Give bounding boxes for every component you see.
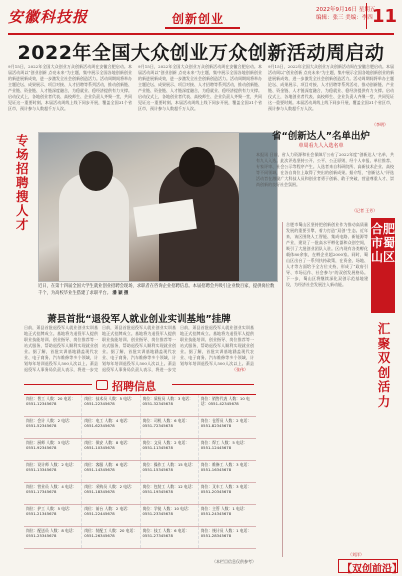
masthead-rule [8,33,394,35]
table-cell: 岗位：维修工 人数：3 电话：0551-16345678 [200,462,252,473]
table-cell: 岗位：电工 人数：4 电话：0551-62345678 [82,417,140,438]
newspaper-logo: 安徽科技报 [8,8,89,26]
right-article-reporter: （记者 王芳） [352,208,378,213]
table-cell: 岗位：营业员 人数：4 电话：0551-17345678 [24,483,82,504]
photo-credit: 潘 颖 摄 [112,290,129,296]
table-cell: 岗位：操作工 人数：15 电话：0551-15345678 [141,461,199,482]
recruit-table [24,394,256,549]
recruit-title: 招聘信息 [112,380,156,393]
table-cell: 岗位：厨师 人数：3 电话：0551-92345678 [24,439,82,460]
vertical-left-title: 专场招聘 搜人才 [16,133,29,232]
table-cell: 岗位：技术员 人数：5 电话：0551-22345678 [82,395,140,416]
news-photo [38,132,278,282]
lead-article-col-3: 9月15日，2022年全国大众创业万众创新活动周在安徽合肥启动。本届活动周以“创业创新 点亮未来”为主题，集中展示全国各地创新创业的新进展新成效，进一步激发全社会创新创造活力。活动周期间将举办主题论坛、成果展示、项目对接、人才招聘等系列活动，推动创新链、产业链、资金链、人才链深度融合，为稳就业、稳经济提供有力支撑。启动仪式上，各地创业者代表、高校师生、企业负责人齐聚一堂，共同见证这一重要时刻。本届活动周线上线下同步开展，覆盖全国31个省区市，预计参与人数超千万人次。 [268,64,394,111]
section-title: 创新创业 [172,12,225,26]
table-row [24,417,256,439]
mid-article-title: 萧县首批“退役军人就业创业实训基地”挂牌 [47,314,231,325]
section-underline [165,27,240,29]
recruit-rule-left [24,384,92,385]
table-cell: 岗位：仓管员 人数：2 电话：0551-82345678 [200,418,252,429]
table-cell: 岗位：前台 人数：2 电话：0551-22445678 [82,505,140,526]
vertical-right-box-title: 合肥市蜀山区 [371,218,395,313]
table-cell: 岗位：主管 人数：1 电话：0551-24345678 [200,506,248,517]
table-cell: 岗位：文员 人数：2 电话：0551-11345678 [141,439,199,460]
footer-tag [338,559,402,575]
issue-date: 2022年9月16日 星期五 [316,7,376,13]
table-cell: 岗位：装配工 人数：20 电话：0551-26345678 [82,527,140,548]
right-article-body: 本报讯 日前，省人力资源和社会保障厅公布了2022年度“创新达人”名单，共有九人入选。此次评选坚持公开、公平、公正原则，经个人申报、单位推荐、专家评审、社会公示等程序产生。入选者来自科研院所、高新技术企业、高校等不同领域，在各自岗位上取得了突出的创新成果。据介绍，“创新达人”评选活动旨在激励广大科技人员和创业者勇于创新、敢于突破，营造尊重人才、崇尚创新的良好社会氛围。 [256,152,394,187]
table-cell: 岗位：技工 人数：6 电话：0551-27345678 [141,527,199,548]
recruit-source: （本栏目信息仅供参考） [212,559,256,564]
table-cell: 岗位：叉车工 人数：3 电话：0551-20345678 [200,484,252,495]
vertical-right-title: 汇聚双创活力 [377,321,391,409]
page-number: 11 [372,6,398,27]
table-cell: 岗位：学徒 人数：10 电话：0551-23345678 [141,505,199,526]
table-cell: 岗位：焊工 人数：5 电话：0551-12445678 [200,440,248,451]
right-article-subtitle: 单周看九人入选名单 [298,143,344,149]
table-cell: 岗位：包装工 人数：12 电话：0551-19345678 [141,483,199,504]
table-cell: 岗位：质检员 人数：3 电话：0551-32345678 [141,395,199,416]
table-cell: 岗位：普工 人数：20 电话：0551-12345678 [24,395,82,416]
mid-article-col-1: 日前，萧县首批退役军人就业创业实训基地正式挂牌成立。基地将为退役军人提供职业技能培训、创业指导、岗位推荐等一站式服务，帮助退役军人顺利实现就业创业。据了解，首批实训基地涵盖现代农业、电子商务、汽车维修等多个领域，计划每年培训退役军人500人次以上。萧县退役军人事务局负责人表示，将进一步完 [24,325,98,372]
footer-tag-text: 【双创前沿】 [342,564,402,575]
mid-article-col-2: 日前，萧县首批退役军人就业创业实训基地正式挂牌成立。基地将为退役军人提供职业技能培训、创业指导、岗位推荐等一站式服务，帮助退役军人顺利实现就业创业。据了解，首批实训基地涵盖现代农业、电子商务、汽车维修等多个领域，计划每年培训退役军人500人次以上。萧县退役军人事务局负责人表示，将进一步完 [102,325,176,372]
mid-article-col-3: 日前，萧县首批退役军人就业创业实训基地正式挂牌成立。基地将为退役军人提供职业技能培训、创业指导、岗位推荐等一站式服务，帮助退役军人顺利实现就业创业。据了解，首批实训基地涵盖现代农业、电子商务、汽车维修等多个领域，计划每年培训退役军人500人次以上。萧县 [180,325,254,366]
table-row [24,395,256,417]
table-cell: 岗位：配送员 人数：8 电话：0551-25345678 [24,527,82,548]
table-cell: 岗位：销售代表 人数：10 电话：0551-42345678 [200,396,250,407]
table-cell: 岗位：设计师 人数：2 电话：0551-13345678 [24,461,82,482]
lead-article-col-1: 9月15日，2022年全国大众创业万众创新活动周在安徽合肥启动。本届活动周以“创业创新 点亮未来”为主题，集中展示全国各地创新创业的新进展新成效，进一步激发全社会创新创造活力。活动周期间将举办主题论坛、成果展示、项目对接、人才招聘等系列活动，推动创新链、产业链、资金链、人才链深度融合，为稳就业、稳经济提供有力支撑。启动仪式上，各地创业者代表、高校师生、企业负责人齐聚一堂，共同见证这一重要时刻。本届活动周线上线下同步开展，覆盖全国31个省区市，预计参与人数超千万人次。 [8,64,132,111]
table-cell: 岗位：司机 人数：6 电话：0551-72345678 [141,417,199,438]
table-cell: 岗位：采购员 人数：2 电话：0551-18345678 [82,483,140,504]
table-row [24,439,256,461]
photo-caption [38,284,278,297]
lead-article-col-2: 9月15日，2022年全国大众创业万众创新活动周在安徽合肥启动。本届活动周以“创业创新 点亮未来”为主题，集中展示全国各地创新创业的新进展新成效，进一步激发全社会创新创造活力。活动周期间将举办主题论坛、成果展示、项目对接、人才招聘等系列活动，推动创新链、产业链、资金链、人才链深度融合，为稳就业、稳经济提供有力支撑。启动仪式上，各地创业者代表、高校师生、企业负责人齐聚一堂，共同见证这一重要时刻。本届活动周线上线下同步开展，覆盖全国31个省区市，预计参与人数超千万人次。 [138,64,262,111]
editor-line: 编辑：张三 美编：李四 [316,15,373,21]
table-cell: 岗位：保安 人数：8 电话：0551-10345678 [82,439,140,460]
recruit-rule-right [172,384,254,385]
column-divider [282,222,283,557]
lead-article-reporter: （李明） [372,122,388,127]
briefcase-icon [96,380,108,390]
mid-article-reporter: （张伟） [232,367,248,372]
photo-caption-text: 近日，在第十四届全国大学生就业创业招聘会现场，求职者在咨询企业招聘信息。本届招聘会共吸引企业数百家，提供岗位数千个，为高校毕业生搭建了求职平台。 [38,284,275,296]
right-lower-article-reporter: （刘洋） [348,552,364,557]
table-cell: 岗位：客服 人数：6 电话：0551-14345678 [82,461,140,482]
table-row [24,461,256,483]
right-article-title: 省“创新达人”名单出炉 [272,131,370,142]
table-row [24,505,256,527]
main-headline: 2022年全国大众创业万众创新活动周启动 [17,42,385,64]
table-row [24,483,256,505]
table-cell: 岗位：统计员 人数：1 电话：0551-28345678 [200,528,252,539]
table-cell: 岗位：护工 人数：5 电话：0551-21345678 [24,505,82,526]
table-cell: 岗位：会计 人数：2 电话：0551-52345678 [24,417,82,438]
table-row [24,527,256,549]
right-lower-article-body: 合肥市蜀山区坚持把创新创业作为推动高质量发展的重要引擎，着力打造“双创”生态。近年来，该区围绕人工智能、集成电路、新能源等产业，建设了一批高水平孵化器和众创空间，吸引了大批创业团队入驻。区内现有各类孵化载体80余家，在孵企业超2000家。同时，蜀山区出台了一系列扶持政策，在资金、场地、人才等方面给予全方位支持，形成了“政府引导、市场运作、社会参与”的双创发展格局。下一步，蜀山区将继续深化双创示范基地建设，为经济社会发展注入新动能。 [286,222,368,287]
